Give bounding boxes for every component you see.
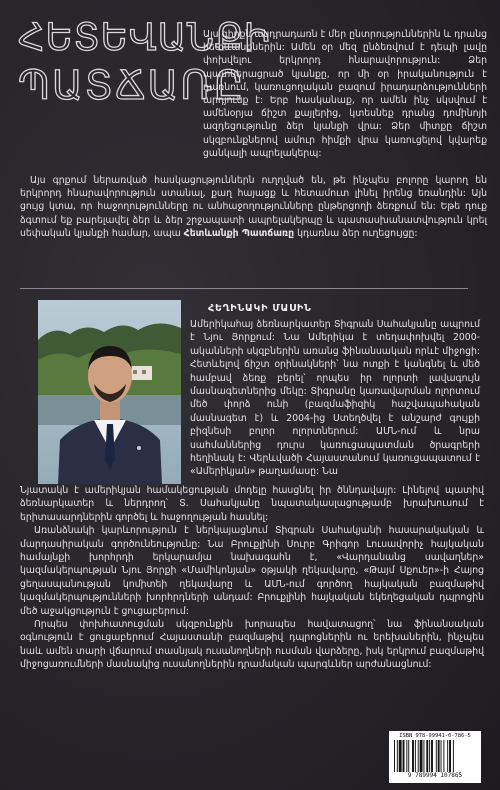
author-section-heading: ՀԵՂԻՆԱԿԻ ՄԱՍԻՆ [208,303,312,314]
isbn-text: ISBN 978-99941-0-786-5 [399,733,471,739]
barcode-bar [438,740,440,772]
barcode-bar [406,740,407,772]
intro-side-text [203,28,487,160]
intro-paragraph-1: Այս գիրքն անդրադառն է մեր ընտրություններին և դրանց հետևանքներին: Ամեն օր մեզ ընձեռվում է դեպի լավը փոխվելու երկրորդ հնարավորություն: Ձեր պատկերացրած կյանքը, որ մի օր իրականություն է դառնում, կառուցողական բազում իրադարձությունների արդյունք է: Երբ հասկանաք, որ ամեն ինչ սկսվում է ամենօրյա ճիշտ քայլերից, կտեսնեք դրանց դոմինոյի ազդեցությունը ձեր կյանքի վրա: Ձեր միտքը ճիշտ սկզբունքներով ամուր հիմքի վրա կառուցելով կվարեք ցանկալի ապրելակերպ: [203,29,487,159]
bio-paragraph-1-end: Նյատակն է ամերիկյան համակեցության մոդելը հասցնել իր ծննդավայր: Լինելով պատիվ ձեռնարկատեր և ներդրող՝ Տ. Սահակյանը նպատակասլացությամբ խրախուսում է երիտասարդներին գործել և հաջողության հասնել: [20,485,484,523]
barcode-bar [441,740,442,772]
barcode-bar [420,740,423,772]
intro-paragraph-2 [20,174,487,240]
barcode-bars [393,740,477,772]
author-bio-full [20,484,484,672]
barcode-bar [397,740,398,772]
section-divider [20,288,468,289]
title-line-2: ՊԱՏՃԱՌԸ [18,63,246,109]
intro-paragraph-2-start: Այս գրքում ներառված հասկացություններն ուղղված են, թե ինչպես բոլորը կարող են երկրորդ հնարավորություն ստանալ, քաղ հայացք և հետամուտ լինել իրենց եռանդին: Այն ցույց կտա, որ հաջողությունները ու անհաջողությունները ընթերցողի ձեռքում են: Եթե դուք ձգտում եք բարելավել ձեր և ձեր շրջապատի ապրելակերպը և պատասխանատվություն կրել սեփական կյանքի համար, ապա [20,175,487,239]
author-bio-side: Ամերիկահայ ձեռնարկատեր Տիգրան Սահակյանը ապրում է Նյու Յորքում: Նա Ամերիկա է տեղափոխվել 2000-ականների սկզբներին առանց ֆինանսական որևէ միջոցի: Հետևելով ճիշտ օրինակների՝ նա ոտքի է կանգնել և մեծ համբավ ձեռք բերել՝ որպես իր ոլորտի լավագույն մասնագետներից մեկը: Տիգրանը կառավարման ոլորտում մեծ փորձ ունի (բազմաֆիզիկ հաշվապահական մասնագետ է) և 2004-ից Ստեղծվել է անշարժ գույքի բիզնեսի բոլոր ոլորտներում: ԱՄՆ-ում և նրա սահմաններից դուրս կառուցապատման ծրագրերի հեղինակ է: Վերևվածի Հայաստանում կառուցապատում է «Ամերիկյան» թաղամասը: Նա [190,319,480,478]
barcode-bar [447,740,448,772]
barcode-bar [449,740,451,772]
barcode-bar [412,740,414,772]
barcode-bar [426,740,428,772]
barcode-bar [436,740,437,772]
isbn-barcode [389,731,481,783]
title-line-1: ՀԵՏԵՎԱՆՔԻ [18,16,271,59]
barcode-bar [423,740,424,772]
barcode-bar [408,740,409,772]
barcode-bar [399,740,402,772]
barcode-bar [431,740,433,772]
barcode-bar [443,740,444,772]
barcode-bar [394,740,395,772]
barcode-bar [403,740,405,772]
ean-number: 9 789994 107865 [407,772,463,779]
barcode-bar [415,740,416,772]
barcode-bar [453,740,454,772]
bio-paragraph-3: Որպես փոխհատուցման սկզբունքին խորապես հավատացող՝ նա ֆինանսական օգնություն է ցուցաբերում Հայաստանի բազմաթիվ դպրոցներին ու երեխաներին, ինչպես նաև ամեն տարի վճարում տասնյակ ուսանողների ուսման վարձերը, իսկ երկրում բազմաթիվ միջոցառումների մասնակից ուսանողներին դրամական պարգևներ արժանացնում: [20,619,484,671]
barcode-bar [429,740,430,772]
bio-paragraph-2: Առանձնակի կարևորություն է ներկայացնում Տիգրան Սահակյանի հասարակական և մարդասիրական գործունեությունը: Նա Բրուքլինի Սուրբ Գրիգոր Լուսավորիչ հայկական համայնքի խորհրդի երկարամյա նախագահն է, «Վարդանանց սավաղներ» կազմակերպության Նյու Յորքի «Մամիկոնյան» օթյակի ղեկավարը, «Թայմ Սքուեր»-ի Հայոց ցեղասպանության կոմիտեի ղեկավարը և ԱՄՆ-ում գործող հայկական բազմաթիվ կազմակերպությունների խորհրդների անդամ: Բրուքլինի հայկական եկեղեցական դպրոցին մեծ աջակցություն է ցուցաբերում: [20,525,484,617]
cover-title [18,14,271,110]
author-photo [38,300,181,484]
intro-paragraph-2-end: կդառնա ձեր ուղեցույցը: [297,227,418,239]
barcode-bar [418,740,419,772]
book-title-inline: Հետևանքի Պատճառը [183,227,295,239]
